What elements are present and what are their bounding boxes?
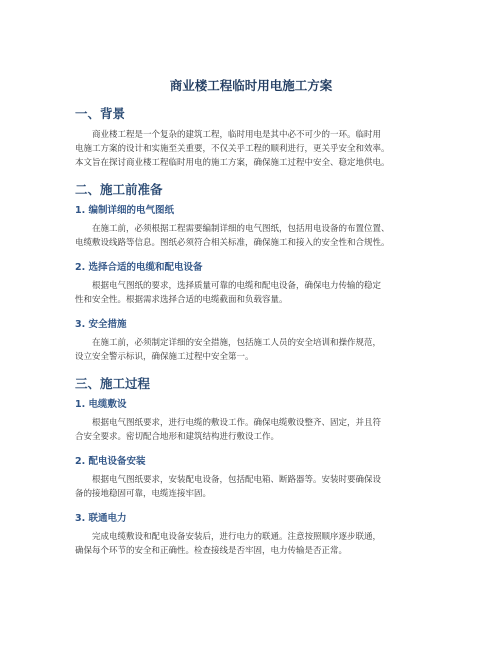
section-background	[75, 105, 427, 170]
document-page	[75, 78, 427, 569]
subsection-heading: 1. 编制详细的电气图纸	[75, 205, 175, 216]
subsection-heading: 3. 联通电力	[75, 513, 127, 524]
section-preparation	[75, 181, 427, 364]
subsection-heading: 2. 配电设备安装	[75, 456, 146, 467]
document-title: 商业楼工程临时用电施工方案	[169, 78, 333, 93]
section-heading: 一、背景	[75, 106, 126, 121]
subsection-paragraph: 在施工前，必须制定详细的安全措施，包括施工人员的安全培训和操作规范， 设立安全警示标识，确保施工过程中安全第一。	[75, 338, 382, 362]
subsection-heading: 3. 安全措施	[75, 319, 127, 330]
subsection-paragraph: 根据电气图纸要求，安装配电设备，包括配电箱、断路器等。安装时要确保设 备的接地稳固可靠，电缆连接牢固。	[75, 475, 382, 499]
subsection-paragraph: 根据电气图纸要求，进行电缆的敷设工作。确保电缆敷设整齐、固定，并且符 合安全要求。密切配合地形和建筑结构进行敷设工作。	[75, 418, 382, 442]
subsection-paragraph: 完成电缆敷设和配电设备安装后，进行电力的联通。注意按照顺序逐步联通， 确保每个环节的安全和正确性。检查接线是否牢固，电力传输是否正常。	[75, 532, 382, 556]
section-process	[75, 375, 427, 558]
subsection-paragraph: 在施工前，必须根据工程需要编制详细的电气图纸，包括用电设备的布置位置、 电缆敷设线路等信息。图纸必须符合相关标准，确保施工和接入的安全性和合规性。	[75, 224, 390, 248]
section-paragraph: 商业楼工程是一个复杂的建筑工程，临时用电是其中必不可少的一环。临时用 电施工方案的设计和实施至关重要，不仅关乎工程的顺利进行，更关乎安全和效率。 本文旨在探讨商业楼工程临时用电的施工方案，确保施工过程中安全、稳定地供电。	[75, 130, 390, 168]
section-heading: 三、施工过程	[75, 376, 151, 391]
subsection-paragraph: 根据电气图纸的要求，选择质量可靠的电缆和配电设备，确保电力传输的稳定 性和安全性。根据需求选择合适的电缆截面和负载容量。	[75, 281, 382, 305]
subsection-heading: 1. 电缆敷设	[75, 399, 127, 410]
section-heading: 二、施工前准备	[75, 182, 163, 197]
subsection-heading: 2. 选择合适的电缆和配电设备	[75, 262, 203, 273]
